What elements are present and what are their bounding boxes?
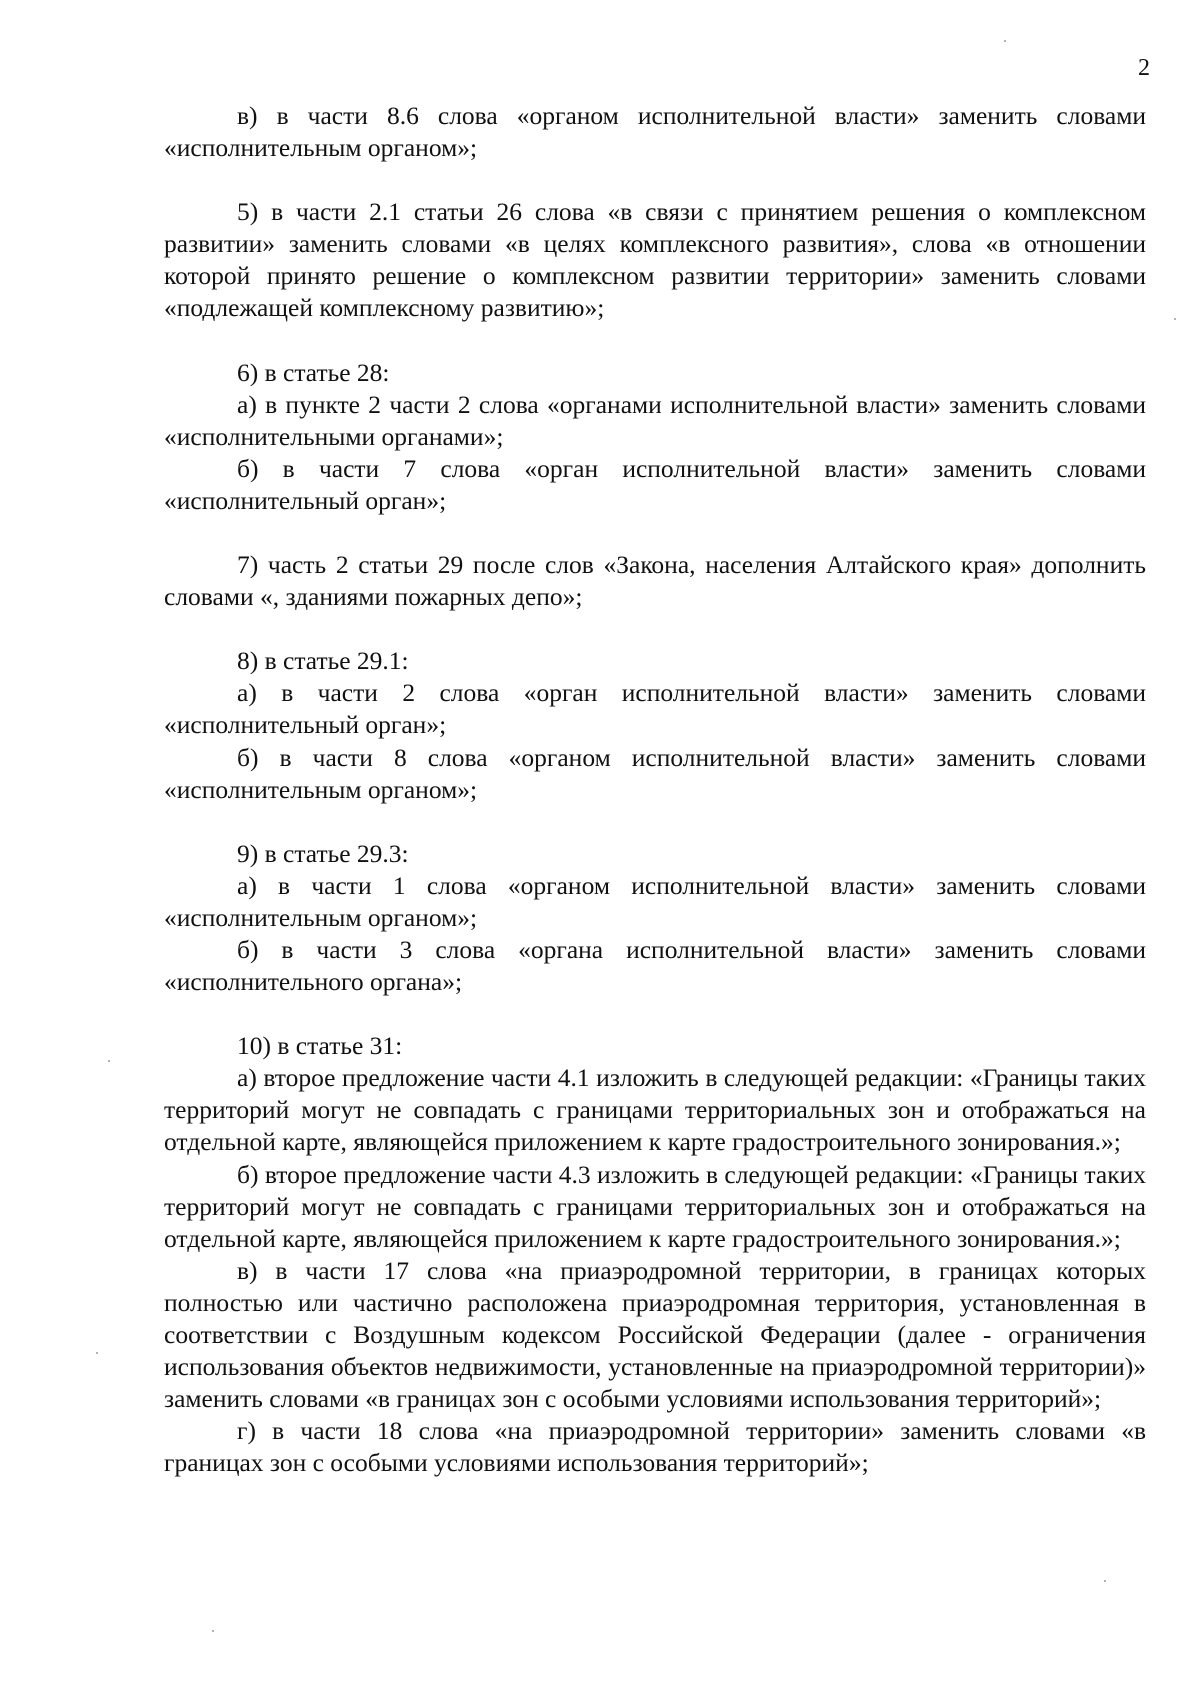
paragraph: а) второе предложение части 4.1 изложить в следующей редакции: «Границы таких территорий могут не совпадать с границами территориальных зон и отображаться на отдельной карте, являющейся приложением к карте градостроительного зонирования.»; [164,1063,1146,1157]
paragraph: б) второе предложение части 4.3 изложить в следующей редакции: «Границы таких территорий могут не совпадать с границами территориальных зон и отображаться на отдельной карте, являющейся приложением к карте градостроительного зонирования.»; [164,1159,1146,1253]
scan-speck [1174,318,1176,320]
paragraph: б) в части 7 слова «орган исполнительной власти» заменить словами «исполнительный орган»; [164,453,1146,515]
scan-speck [1004,40,1006,42]
scan-speck [96,1352,98,1354]
scan-speck [1104,1580,1106,1582]
page-number: 2 [1138,55,1150,81]
paragraph: б) в части 3 слова «органа исполнительной власти» заменить словами «исполнительного органа»; [164,934,1146,997]
paragraph: в) в части 8.6 слова «органом исполнительной власти» заменить словами «исполнительным органом»; [164,101,1146,163]
paragraph: а) в пункте 2 части 2 слова «органами исполнительной власти» заменить словами «исполнительными органами»; [164,389,1146,451]
paragraph: 6) в статье 28: [237,357,390,387]
paragraph: г) в части 18 слова «на приаэродромной территории» заменить словами «в границах зон с особыми условиями использования территорий»; [164,1416,1146,1478]
scan-speck [108,1060,110,1062]
paragraph: 5) в части 2.1 статьи 26 слова «в связи с принятием решения о комплексном развитии» заменить словами «в целях комплексного развития», слова «в отношении которой принято решение о комплексном развитии территории» заменить словами «подлежащей комплексному развитию»; [164,197,1146,323]
paragraph: б) в части 8 слова «органом исполнительной власти» заменить словами «исполнительным органом»; [164,742,1146,804]
paragraph: а) в части 2 слова «орган исполнительной власти» заменить словами «исполнительный орган»; [164,678,1146,740]
paragraph: 7) часть 2 статьи 29 после слов «Закона, населения Алтайского края» дополнить словами «, зданиями пожарных депо»; [164,550,1146,612]
paragraph: 10) в статье 31: [237,1031,403,1061]
paragraph: 9) в статье 29.3: [237,838,409,868]
scan-speck [212,1630,214,1632]
paragraph: 8) в статье 29.1: [237,646,409,676]
document-body [164,100,1146,1479]
paragraph: а) в части 1 слова «органом исполнительной власти» заменить словами «исполнительным органом»; [164,870,1146,932]
paragraph: в) в части 17 слова «на приаэродромной территории, в границах которых полностью или частично расположена приаэродромная территория, установленная в соответствии с Воздушным кодексом Российской Федерации (далее - ограничения использования объектов недвижимости, установленные на приаэродромной территории)» заменить словами «в границах зон с особыми условиями использования территорий»; [164,1255,1146,1414]
